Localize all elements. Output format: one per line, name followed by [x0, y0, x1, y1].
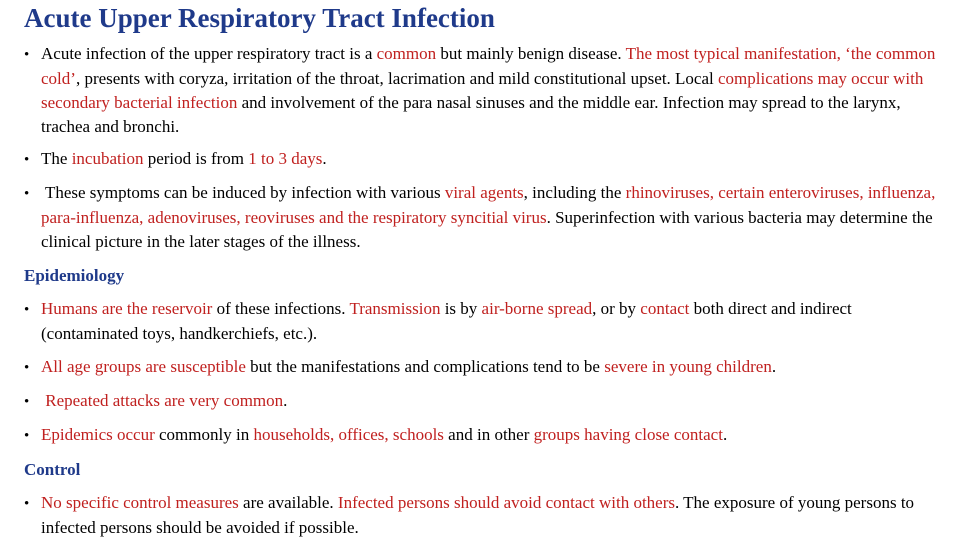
body-text: .: [771, 357, 777, 376]
body-text: . Superinfection with various bacteria may determine the clinical picture in the later stages of the illness.: [41, 208, 933, 251]
highlighted-text: complications may occur with secondary bacterial infection: [41, 69, 924, 112]
control-heading: Control: [24, 460, 81, 479]
epidemiology-bullet-4: [24, 423, 940, 448]
highlighted-text: severe in young children: [604, 357, 772, 376]
body-text: commonly in: [154, 425, 254, 444]
body-text: but the manifestations and complications tend to be: [245, 357, 605, 376]
bullet-icon: •: [24, 360, 30, 376]
highlighted-text: contact: [640, 299, 690, 318]
bullet-icon: •: [24, 394, 30, 410]
epidemiology-heading: Epidemiology: [24, 266, 125, 285]
control-bullet-1: [24, 491, 940, 540]
highlighted-text: Transmission: [349, 299, 441, 318]
body-text: and in other: [443, 425, 534, 444]
highlighted-text: incubation: [71, 149, 144, 168]
intro-bullet-2: [24, 147, 940, 172]
intro-bullet-3: [24, 181, 940, 254]
body-text: , or by: [592, 299, 641, 318]
body-text: and involvement of the para nasal sinuses and the middle ear. Infection may spread to the larynx, trachea and bronchi.: [41, 93, 901, 136]
body-text: period is from: [143, 149, 249, 168]
body-text: These symptoms can be induced by infection with various: [41, 183, 445, 202]
highlighted-text: Repeated attacks are very common: [41, 391, 284, 410]
body-text: is by: [440, 299, 482, 318]
bullet-icon: •: [24, 186, 30, 202]
highlighted-text: No specific control measures: [41, 493, 239, 512]
body-text: , including the: [523, 183, 626, 202]
highlighted-text: All age groups are susceptible: [41, 357, 246, 376]
body-text: are available.: [238, 493, 338, 512]
intro-bullet-1: [24, 42, 940, 139]
bullet-icon: •: [24, 496, 30, 512]
highlighted-text: viral agents: [444, 183, 524, 202]
highlighted-text: Infected persons should avoid contact with others: [337, 493, 675, 512]
body-text: Acute infection of the upper respiratory tract is a: [41, 44, 377, 63]
epidemiology-bullet-2: [24, 355, 940, 380]
body-text: both direct and indirect (contaminated toys, handkerchiefs, etc.).: [41, 299, 852, 343]
highlighted-text: air-borne spread: [481, 299, 593, 318]
bullet-icon: •: [24, 428, 30, 444]
bullet-icon: •: [24, 152, 30, 168]
highlighted-text: The most typical manifestation, ‘the common cold’: [41, 44, 936, 88]
body-text: but mainly benign disease.: [436, 44, 626, 63]
body-text: .: [322, 149, 327, 168]
bullet-icon: •: [24, 47, 30, 63]
epidemiology-bullet-3: [24, 389, 940, 414]
highlighted-text: common: [376, 44, 437, 63]
body-text: .: [722, 425, 728, 444]
body-text: of these infections.: [212, 299, 350, 318]
body-text: . The exposure of young persons to infected persons should be avoided if possible.: [41, 493, 915, 537]
highlighted-text: groups having close contact: [533, 425, 723, 444]
epidemiology-bullet-1: [24, 297, 940, 346]
highlighted-text: Humans are the reservoir: [41, 299, 213, 318]
highlighted-text: Epidemics occur: [41, 425, 155, 444]
body-text: The: [41, 149, 72, 168]
bullet-icon: •: [24, 302, 30, 318]
body-text: .: [283, 391, 288, 410]
body-text: , presents with coryza, irritation of the throat, lacrimation and mild constitutional upset. Local: [75, 69, 718, 88]
highlighted-text: households, offices, schools: [253, 425, 444, 444]
highlighted-text: 1 to 3 days: [248, 149, 323, 168]
highlighted-text: rhinoviruses, certain enteroviruses, influenza, para-influenza, adenoviruses, reoviruses and the respiratory syncitial virus: [41, 183, 936, 227]
page-title: Acute Upper Respiratory Tract Infection: [24, 3, 495, 33]
